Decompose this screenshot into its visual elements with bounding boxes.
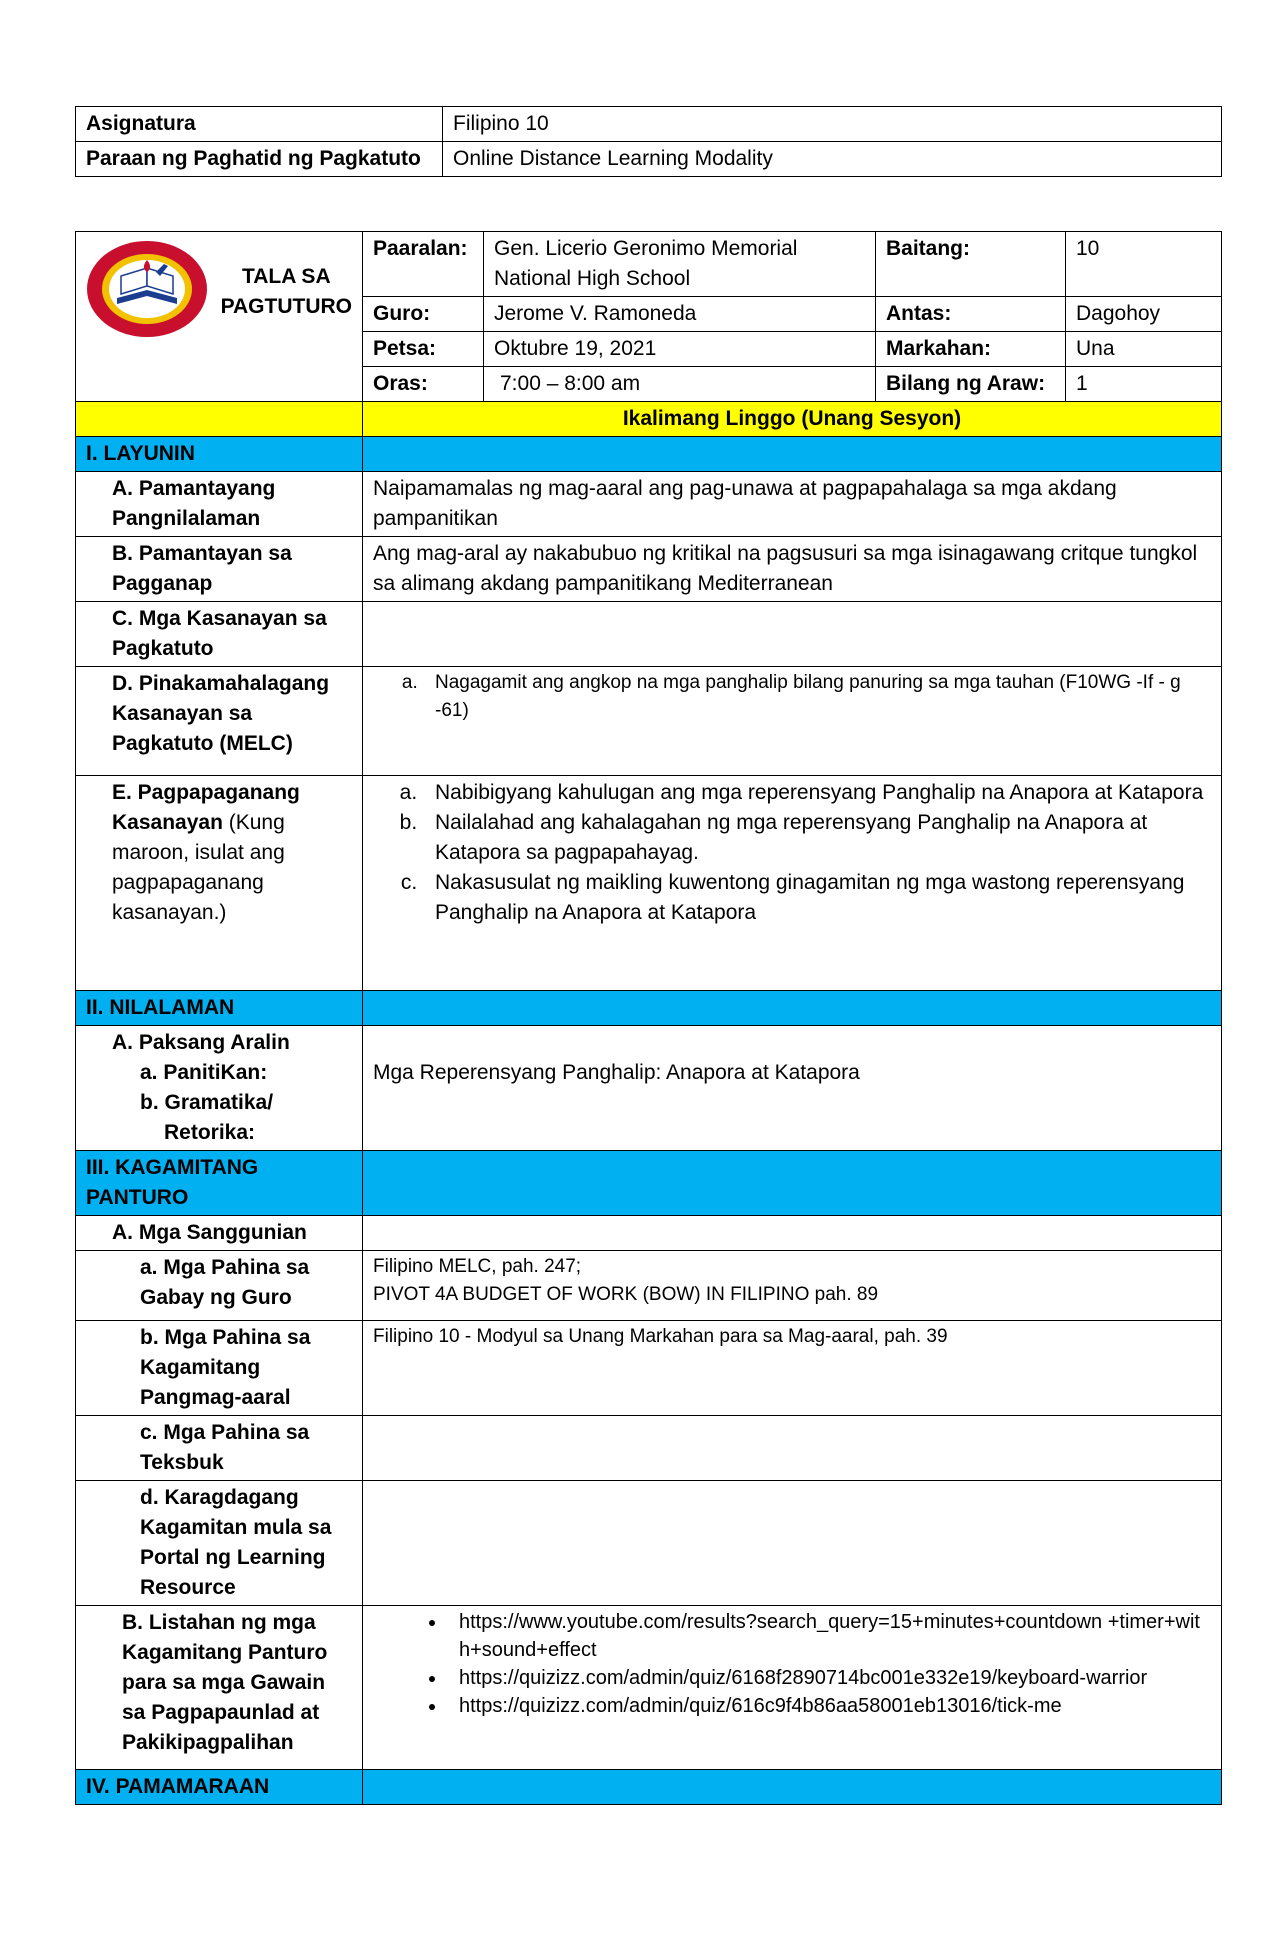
pamantayan-pagganap-label: B. Pamantayan sa Pagganap bbox=[76, 537, 363, 602]
section-kagamitan-fill bbox=[363, 1151, 1222, 1216]
resource-link[interactable]: • https://quizizz.com/admin/quiz/616c9f4b86aa58001eb13016/tick-me bbox=[447, 1692, 1211, 1720]
plan-title-line2: PAGTUTURO bbox=[220, 295, 352, 318]
days-value: 1 bbox=[1066, 367, 1222, 402]
kasanayan-pagkatuto-label: C. Mga Kasanayan sa Pagkatuto bbox=[76, 602, 363, 667]
plan-title-line1: TALA SA bbox=[241, 265, 331, 288]
section-nilalaman-heading: II. NILALAMAN bbox=[76, 991, 363, 1026]
subject-label: Asignatura bbox=[76, 107, 443, 142]
teacher-label: Guro: bbox=[363, 297, 484, 332]
deped-seal-logo bbox=[84, 238, 210, 340]
pagpapaganang-kasanayan-label bbox=[76, 776, 363, 991]
gramatika-label: b. Gramatika/ bbox=[140, 1091, 274, 1114]
sanggunian-label: A. Mga Sanggunian bbox=[76, 1216, 363, 1251]
teacher-value: Jerome V. Ramoneda bbox=[484, 297, 876, 332]
week-banner: Ikalimang Linggo (Unang Sesyon) bbox=[363, 402, 1222, 437]
subject-row bbox=[76, 107, 1222, 142]
resource-link[interactable]: • https://www.youtube.com/results?search_query=15+minutes+countdown +timer+with+sound+effect bbox=[447, 1608, 1211, 1664]
karagdagang-kagamitan-value bbox=[363, 1481, 1222, 1606]
mode-row bbox=[76, 142, 1222, 177]
pamantayang-pangnilalaman-label: A. Pamantayang Pangnilalaman bbox=[76, 472, 363, 537]
section-kagamitan-heading: III. KAGAMITANG PANTURO bbox=[76, 1151, 363, 1216]
days-label: Bilang ng Araw: bbox=[876, 367, 1066, 402]
time-label: Oras: bbox=[363, 367, 484, 402]
section-pamamaraan-fill bbox=[363, 1770, 1222, 1805]
karagdagang-kagamitan-label: d. Karagdagang Kagamitan mula sa Portal ng Learning Resource bbox=[76, 1481, 363, 1606]
teksbuk-label: c. Mga Pahina sa Teksbuk bbox=[76, 1416, 363, 1481]
subject-table bbox=[75, 106, 1222, 177]
pagpapaganang-kasanayan-note: (Kung maroon, isulat ang pagpapaganang kasanayan.) bbox=[112, 811, 285, 924]
section-nilalaman-fill bbox=[363, 991, 1222, 1026]
teksbuk-value bbox=[363, 1416, 1222, 1481]
gabay-guro-line2: PIVOT 4A BUDGET OF WORK (BOW) IN FILIPINO pah. 89 bbox=[373, 1284, 879, 1305]
pagpapaganang-kasanayan-value bbox=[363, 776, 1222, 991]
lesson-plan-table bbox=[75, 231, 1222, 1805]
quarter-label: Markahan: bbox=[876, 332, 1066, 367]
list-item: c. Nakasusulat ng maikling kuwentong ginagamitan ng mga wastong reperensyang Panghalip na Anapora at Katapora bbox=[423, 868, 1211, 928]
mode-label: Paraan ng Paghatid ng Pagkatuto bbox=[76, 142, 443, 177]
date-value: Oktubre 19, 2021 bbox=[484, 332, 876, 367]
melc-value bbox=[363, 667, 1222, 776]
melc-item: a. Nagagamit ang angkop na mga panghalip bilang panuring sa mga tauhan (F10WG -If - g -61) bbox=[423, 669, 1211, 725]
kagamitang-magaaral-label: b. Mga Pahina sa Kagamitang Pangmag-aaral bbox=[76, 1321, 363, 1416]
quarter-value: Una bbox=[1066, 332, 1222, 367]
listahan-kagamitan-label: B. Listahan ng mga Kagamitang Panturo para sa mga Gawain sa Pagpapaunlad at Pakikipagpalihan bbox=[76, 1606, 363, 1770]
paksang-aralin-label bbox=[76, 1026, 363, 1151]
mode-value: Online Distance Learning Modality bbox=[443, 142, 1222, 177]
list-item: a. Nabibigyang kahulugan ang mga reperensyang Panghalip na Anapora at Katapora bbox=[423, 778, 1211, 808]
paksang-aralin-title: A. Paksang Aralin bbox=[112, 1031, 290, 1054]
resource-links-list bbox=[373, 1608, 1211, 1720]
melc-list bbox=[373, 669, 1211, 725]
banner-blank-cell bbox=[76, 402, 363, 437]
listahan-kagamitan-value bbox=[363, 1606, 1222, 1770]
paksang-aralin-value: Mga Reperensyang Panghalip: Anapora at Katapora bbox=[363, 1026, 1222, 1151]
time-value: 7:00 – 8:00 am bbox=[484, 367, 876, 402]
pagpapaganang-list bbox=[373, 778, 1211, 928]
pamantayang-pangnilalaman-value: Naipamamalas ng mag-aaral ang pag-unawa at pagpapahalaga sa mga akdang pampanitikan bbox=[363, 472, 1222, 537]
resource-link[interactable]: • https://quizizz.com/admin/quiz/6168f2890714bc001e332e19/keyboard-warrior bbox=[447, 1664, 1211, 1692]
melc-label: D. Pinakamahalagang Kasanayan sa Pagkatuto (MELC) bbox=[76, 667, 363, 776]
section-pamamaraan-heading: IV. PAMAMARAAN bbox=[76, 1770, 363, 1805]
school-value: Gen. Licerio Geronimo Memorial National High School bbox=[484, 232, 876, 297]
retorika-label: Retorika: bbox=[164, 1121, 256, 1144]
sanggunian-value bbox=[363, 1216, 1222, 1251]
kasanayan-pagkatuto-value bbox=[363, 602, 1222, 667]
gabay-guro-label: a. Mga Pahina sa Gabay ng Guro bbox=[76, 1251, 363, 1321]
gabay-guro-value bbox=[363, 1251, 1222, 1321]
section-label: Antas: bbox=[876, 297, 1066, 332]
grade-value: 10 bbox=[1066, 232, 1222, 297]
list-item: b. Nailalahad ang kahalagahan ng mga reperensyang Panghalip na Anapora at Katapora sa pagpapahayag. bbox=[423, 808, 1211, 868]
section-layunin-heading: I. LAYUNIN bbox=[76, 437, 363, 472]
pagpapaganang-kasanayan-title: E. Pagpapaganang Kasanayan bbox=[112, 781, 300, 834]
subject-value: Filipino 10 bbox=[443, 107, 1222, 142]
school-label: Paaralan: bbox=[363, 232, 484, 297]
section-value: Dagohoy bbox=[1066, 297, 1222, 332]
kagamitang-magaaral-value: Filipino 10 - Modyul sa Unang Markahan para sa Mag-aaral, pah. 39 bbox=[363, 1321, 1222, 1416]
gabay-guro-line1: Filipino MELC, pah. 247; bbox=[373, 1256, 582, 1277]
date-label: Petsa: bbox=[363, 332, 484, 367]
pamantayan-pagganap-value: Ang mag-aral ay nakabubuo ng kritikal na pagsusuri sa mga isinagawang critque tungkol sa alimang akdang pampanitikang Mediterranean bbox=[363, 537, 1222, 602]
grade-label: Baitang: bbox=[876, 232, 1066, 297]
section-layunin-fill bbox=[363, 437, 1222, 472]
logo-title-cell bbox=[76, 232, 363, 402]
panitikan-label: a. PanitiKan: bbox=[140, 1061, 268, 1084]
